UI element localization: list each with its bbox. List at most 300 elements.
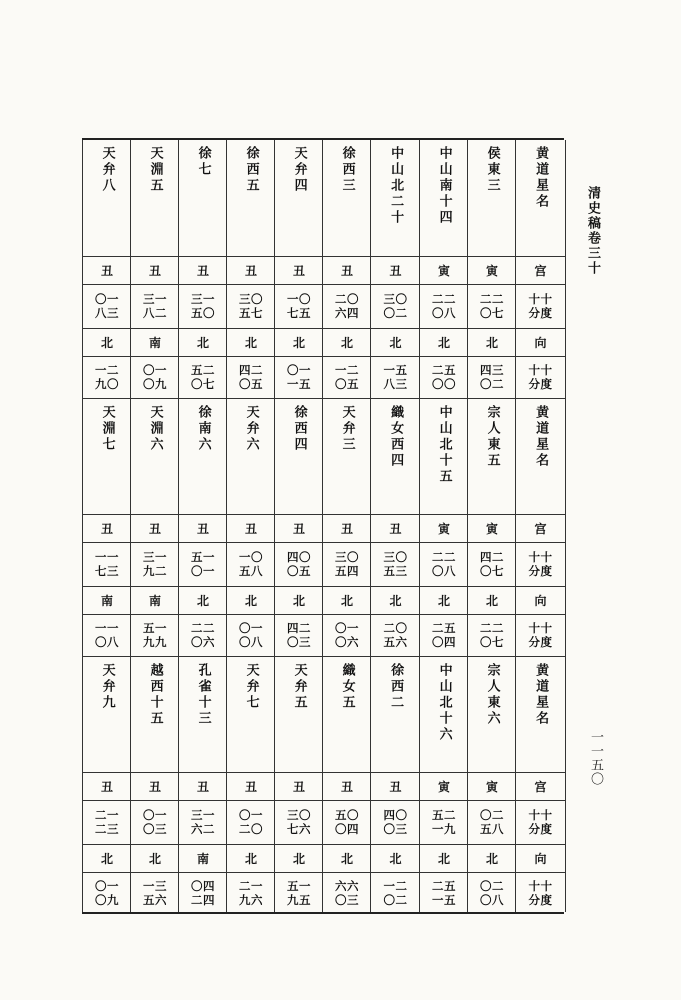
- latitude-cell: [420, 872, 468, 915]
- latitude: 一五 八三: [383, 363, 408, 391]
- latitude-cell: [179, 872, 227, 915]
- star-name: 天淵五: [147, 146, 163, 194]
- longitude: 二二 〇八: [432, 292, 456, 320]
- direction: 南: [100, 593, 113, 608]
- latitude: 一二 〇五: [335, 363, 359, 391]
- direction: 北: [437, 335, 450, 350]
- star-name-cell: [323, 398, 371, 514]
- longitude-cell: [468, 542, 516, 587]
- star-name-cell: [371, 140, 420, 256]
- header-star-name-cell: [516, 656, 565, 772]
- latitude-cell: [131, 356, 179, 399]
- longitude-cell: [227, 800, 275, 845]
- latitude-cell: [420, 614, 468, 657]
- longitude-cell: [420, 284, 468, 329]
- latitude-cell: [131, 872, 179, 915]
- latitude-cell: [323, 356, 371, 399]
- latitude: 一一 〇八: [95, 621, 119, 649]
- star-name-cell: [371, 398, 420, 514]
- star-name-cell: [275, 140, 323, 256]
- direction-cell: [227, 328, 275, 357]
- direction: 北: [437, 851, 450, 866]
- palace: 丑: [100, 521, 113, 536]
- longitude-cell: [468, 284, 516, 329]
- latitude-cell: [179, 356, 227, 399]
- latitude-cell: [468, 614, 516, 657]
- header-longitude: 十十 分度: [528, 292, 553, 320]
- star-name-cell: [468, 140, 516, 256]
- table-column: [130, 140, 179, 912]
- palace-cell: [420, 514, 468, 543]
- star-name-cell: [83, 140, 131, 256]
- palace: 丑: [244, 263, 257, 278]
- latitude-cell: [275, 356, 323, 399]
- latitude-cell: [371, 614, 420, 657]
- palace: 丑: [100, 779, 113, 794]
- direction: 北: [292, 851, 305, 866]
- header-palace-cell: [516, 772, 565, 801]
- direction: 北: [196, 593, 209, 608]
- star-name: 天弁五: [291, 663, 307, 711]
- longitude: 三〇 五四: [335, 550, 359, 578]
- latitude-cell: [227, 356, 275, 399]
- star-name: 徐西五: [243, 146, 259, 194]
- direction-cell: [275, 586, 323, 615]
- palace: 丑: [292, 521, 305, 536]
- latitude: 四二 〇五: [239, 363, 263, 391]
- star-name: 徐七: [195, 146, 211, 178]
- palace-cell: [227, 514, 275, 543]
- header-latitude-cell: [516, 614, 565, 657]
- palace: 丑: [148, 263, 161, 278]
- star-name: 中山北二十: [388, 146, 404, 226]
- palace: 丑: [389, 521, 402, 536]
- palace-cell: [83, 256, 131, 285]
- palace: 丑: [340, 521, 353, 536]
- latitude-cell: [275, 872, 323, 915]
- table-column: [82, 140, 131, 912]
- direction-cell: [131, 586, 179, 615]
- latitude: 一三 五六: [143, 879, 167, 907]
- star-name-cell: [131, 398, 179, 514]
- latitude: 四三 〇二: [480, 363, 504, 391]
- header-latitude: 十十 分度: [528, 363, 553, 391]
- direction: 北: [292, 335, 305, 350]
- header-longitude-cell: [516, 284, 565, 329]
- latitude-cell: [275, 614, 323, 657]
- longitude: 〇二 五八: [480, 808, 504, 836]
- longitude: 三〇 〇二: [383, 292, 408, 320]
- direction: 北: [196, 335, 209, 350]
- header-palace: 宫: [534, 263, 547, 278]
- direction-cell: [371, 328, 420, 357]
- header-star-name: 黄道星名: [533, 405, 549, 469]
- header-latitude: 十十 分度: [528, 621, 553, 649]
- palace: 寅: [437, 263, 450, 278]
- star-name-cell: [227, 398, 275, 514]
- palace: 丑: [340, 779, 353, 794]
- header-latitude: 十十 分度: [528, 879, 553, 907]
- palace: 丑: [244, 779, 257, 794]
- header-direction-cell: [516, 844, 565, 873]
- direction-cell: [83, 844, 131, 873]
- palace-cell: [131, 256, 179, 285]
- longitude-cell: [371, 542, 420, 587]
- direction: 北: [244, 851, 257, 866]
- palace: 丑: [196, 263, 209, 278]
- latitude: 五一 九五: [287, 879, 311, 907]
- longitude: 二二 〇七: [480, 292, 504, 320]
- star-name-cell: [420, 398, 468, 514]
- latitude: 二五 一五: [432, 879, 456, 907]
- direction: 南: [148, 335, 161, 350]
- direction-cell: [468, 586, 516, 615]
- longitude-cell: [179, 542, 227, 587]
- palace: 寅: [485, 263, 498, 278]
- latitude: 一二 〇二: [383, 879, 408, 907]
- table-column: [467, 140, 516, 912]
- header-longitude: 十十 分度: [528, 550, 553, 578]
- latitude-cell: [323, 614, 371, 657]
- longitude-cell: [83, 800, 131, 845]
- header-palace-cell: [516, 514, 565, 543]
- latitude-cell: [83, 356, 131, 399]
- star-name: 織女五: [339, 663, 355, 711]
- direction: 北: [485, 851, 498, 866]
- star-name-cell: [275, 656, 323, 772]
- latitude: 二二 〇六: [191, 621, 215, 649]
- latitude: 一二 九〇: [95, 363, 119, 391]
- longitude-cell: [131, 542, 179, 587]
- longitude: 〇一 二〇: [239, 808, 263, 836]
- direction: 北: [340, 851, 353, 866]
- latitude: 〇四 二四: [191, 879, 215, 907]
- star-name: 中山北十五: [436, 405, 452, 485]
- star-name: 孔雀十三: [195, 663, 211, 727]
- longitude: 五〇 〇四: [335, 808, 359, 836]
- latitude: 二一 九六: [239, 879, 263, 907]
- star-name-cell: [83, 398, 131, 514]
- longitude-cell: [323, 800, 371, 845]
- latitude-cell: [227, 614, 275, 657]
- header-longitude-cell: [516, 800, 565, 845]
- star-name: 徐西二: [388, 663, 404, 711]
- direction-cell: [371, 586, 420, 615]
- direction-cell: [227, 844, 275, 873]
- latitude: 二五 〇〇: [432, 363, 456, 391]
- direction-cell: [83, 586, 131, 615]
- latitude-cell: [371, 356, 420, 399]
- star-name-cell: [371, 656, 420, 772]
- palace-cell: [420, 256, 468, 285]
- longitude-cell: [420, 800, 468, 845]
- header-direction-cell: [516, 586, 565, 615]
- longitude-cell: [275, 284, 323, 329]
- palace-cell: [83, 772, 131, 801]
- longitude: 二〇 六四: [335, 292, 359, 320]
- longitude: 一一 七三: [95, 550, 119, 578]
- direction: 北: [389, 851, 402, 866]
- header-longitude-cell: [516, 542, 565, 587]
- longitude: 五一 〇一: [191, 550, 215, 578]
- latitude-cell: [420, 356, 468, 399]
- latitude-cell: [179, 614, 227, 657]
- direction-cell: [179, 328, 227, 357]
- palace-cell: [371, 256, 420, 285]
- longitude-cell: [275, 800, 323, 845]
- direction-cell: [420, 844, 468, 873]
- star-name: 天弁六: [243, 405, 259, 453]
- palace-cell: [275, 256, 323, 285]
- direction: 北: [244, 593, 257, 608]
- star-name: 中山南十四: [436, 146, 452, 226]
- latitude-cell: [83, 614, 131, 657]
- header-direction-cell: [516, 328, 565, 357]
- header-longitude: 十十 分度: [528, 808, 553, 836]
- header-star-name-cell: [516, 398, 565, 514]
- header-direction: 向: [534, 593, 547, 608]
- direction: 北: [340, 593, 353, 608]
- star-name: 宗人東六: [484, 663, 500, 727]
- star-name: 天弁四: [291, 146, 307, 194]
- latitude-cell: [227, 872, 275, 915]
- longitude-cell: [83, 542, 131, 587]
- latitude-cell: [83, 872, 131, 915]
- star-name: 織女西四: [388, 405, 404, 469]
- header-star-name: 黄道星名: [533, 146, 549, 210]
- header-direction: 向: [534, 335, 547, 350]
- palace-cell: [227, 772, 275, 801]
- latitude: 二二 〇七: [480, 621, 504, 649]
- direction: 北: [340, 335, 353, 350]
- latitude: 〇二 〇八: [480, 879, 504, 907]
- latitude-cell: [468, 872, 516, 915]
- table-column: [178, 140, 227, 912]
- direction-cell: [131, 844, 179, 873]
- direction-cell: [227, 586, 275, 615]
- star-name: 徐南六: [195, 405, 211, 453]
- book-title: 清史稿卷三十: [585, 186, 600, 276]
- direction-cell: [420, 586, 468, 615]
- palace-cell: [371, 514, 420, 543]
- palace-cell: [420, 772, 468, 801]
- direction: 北: [244, 335, 257, 350]
- palace: 丑: [292, 779, 305, 794]
- star-name-cell: [227, 140, 275, 256]
- longitude-cell: [323, 542, 371, 587]
- latitude: 〇一 一五: [287, 363, 311, 391]
- palace: 丑: [196, 779, 209, 794]
- palace-cell: [323, 772, 371, 801]
- direction-cell: [323, 844, 371, 873]
- latitude-cell: [371, 872, 420, 915]
- star-name: 侯東三: [484, 146, 500, 194]
- latitude-cell: [131, 614, 179, 657]
- direction-cell: [179, 844, 227, 873]
- direction: 北: [389, 335, 402, 350]
- latitude: 六六 〇三: [335, 879, 359, 907]
- table-column: [419, 140, 468, 912]
- header-star-name: 黄道星名: [533, 663, 549, 727]
- star-name-cell: [179, 656, 227, 772]
- star-name: 天弁九: [99, 663, 115, 711]
- longitude: 五二 一九: [432, 808, 456, 836]
- longitude: 四〇 〇五: [287, 550, 311, 578]
- palace-cell: [83, 514, 131, 543]
- direction-cell: [275, 844, 323, 873]
- palace-cell: [131, 514, 179, 543]
- longitude-cell: [179, 800, 227, 845]
- longitude: 〇一 〇三: [143, 808, 167, 836]
- palace-cell: [179, 256, 227, 285]
- latitude-cell: [468, 356, 516, 399]
- palace: 寅: [437, 779, 450, 794]
- star-name-cell: [468, 398, 516, 514]
- table-column: [226, 140, 275, 912]
- longitude-cell: [420, 542, 468, 587]
- palace-cell: [468, 772, 516, 801]
- palace: 丑: [340, 263, 353, 278]
- longitude-cell: [131, 800, 179, 845]
- longitude: 三〇 五三: [383, 550, 408, 578]
- direction: 北: [485, 593, 498, 608]
- header-star-name-cell: [516, 140, 565, 256]
- direction-cell: [275, 328, 323, 357]
- longitude-cell: [83, 284, 131, 329]
- longitude-cell: [179, 284, 227, 329]
- direction-cell: [323, 328, 371, 357]
- direction-cell: [468, 328, 516, 357]
- star-name: 宗人東五: [484, 405, 500, 469]
- longitude: 三〇 七六: [287, 808, 311, 836]
- page-number: 一一五〇: [588, 730, 603, 786]
- latitude: 二〇 五六: [383, 621, 408, 649]
- star-name-cell: [323, 140, 371, 256]
- longitude-cell: [323, 284, 371, 329]
- star-name-cell: [131, 656, 179, 772]
- palace-cell: [323, 256, 371, 285]
- palace: 寅: [437, 521, 450, 536]
- longitude-cell: [371, 284, 420, 329]
- latitude: 〇一 〇八: [239, 621, 263, 649]
- palace: 丑: [100, 263, 113, 278]
- star-name-cell: [323, 656, 371, 772]
- star-name-cell: [83, 656, 131, 772]
- longitude-cell: [227, 284, 275, 329]
- palace: 丑: [148, 779, 161, 794]
- star-name: 徐西三: [339, 146, 355, 194]
- direction-cell: [323, 586, 371, 615]
- palace-cell: [323, 514, 371, 543]
- star-table: [82, 138, 564, 914]
- latitude: 〇一 〇六: [335, 621, 359, 649]
- header-column: [515, 140, 566, 912]
- longitude: 一〇 五八: [239, 550, 263, 578]
- palace: 丑: [148, 521, 161, 536]
- latitude: 五一 九九: [143, 621, 167, 649]
- longitude: 二二 〇八: [432, 550, 456, 578]
- longitude-cell: [227, 542, 275, 587]
- palace-cell: [179, 772, 227, 801]
- star-name: 天淵七: [99, 405, 115, 453]
- direction-cell: [420, 328, 468, 357]
- palace: 丑: [389, 779, 402, 794]
- longitude-cell: [468, 800, 516, 845]
- table-column: [370, 140, 420, 912]
- header-palace: 宫: [534, 521, 547, 536]
- star-name: 徐西四: [291, 405, 307, 453]
- direction-cell: [468, 844, 516, 873]
- longitude: 三一 八二: [143, 292, 167, 320]
- star-name-cell: [227, 656, 275, 772]
- star-name-cell: [275, 398, 323, 514]
- palace-cell: [275, 772, 323, 801]
- direction: 北: [100, 851, 113, 866]
- longitude: 一〇 七五: [287, 292, 311, 320]
- palace-cell: [371, 772, 420, 801]
- header-palace-cell: [516, 256, 565, 285]
- latitude-cell: [323, 872, 371, 915]
- latitude: 四二 〇三: [287, 621, 311, 649]
- longitude-cell: [371, 800, 420, 845]
- star-name-cell: [468, 656, 516, 772]
- direction: 北: [389, 593, 402, 608]
- longitude: 三一 五〇: [191, 292, 215, 320]
- direction-cell: [371, 844, 420, 873]
- palace-cell: [227, 256, 275, 285]
- direction: 北: [148, 851, 161, 866]
- star-name: 天弁七: [243, 663, 259, 711]
- longitude: 三一 九二: [143, 550, 167, 578]
- latitude: 五二 〇七: [191, 363, 215, 391]
- palace-cell: [179, 514, 227, 543]
- longitude: 四二 〇七: [480, 550, 504, 578]
- longitude-cell: [275, 542, 323, 587]
- direction: 北: [485, 335, 498, 350]
- table-column: [322, 140, 371, 912]
- direction: 南: [196, 851, 209, 866]
- palace: 丑: [292, 263, 305, 278]
- direction: 北: [292, 593, 305, 608]
- palace-cell: [468, 514, 516, 543]
- longitude-cell: [131, 284, 179, 329]
- palace: 丑: [244, 521, 257, 536]
- star-name: 天弁三: [339, 405, 355, 453]
- star-name-cell: [420, 656, 468, 772]
- palace: 丑: [196, 521, 209, 536]
- table-column: [274, 140, 323, 912]
- longitude: 二一 二三: [95, 808, 119, 836]
- direction: 南: [148, 593, 161, 608]
- direction-cell: [179, 586, 227, 615]
- palace: 丑: [389, 263, 402, 278]
- palace-cell: [468, 256, 516, 285]
- palace: 寅: [485, 779, 498, 794]
- direction-cell: [83, 328, 131, 357]
- direction-cell: [131, 328, 179, 357]
- star-name-cell: [420, 140, 468, 256]
- star-name: 越西十五: [147, 663, 163, 727]
- header-latitude-cell: [516, 872, 565, 915]
- latitude: 〇一 〇九: [143, 363, 167, 391]
- header-latitude-cell: [516, 356, 565, 399]
- longitude: 三〇 五七: [239, 292, 263, 320]
- star-name-cell: [179, 140, 227, 256]
- latitude: 二五 〇四: [432, 621, 456, 649]
- palace: 寅: [485, 521, 498, 536]
- star-name: 中山北十六: [436, 663, 452, 743]
- header-palace: 宫: [534, 779, 547, 794]
